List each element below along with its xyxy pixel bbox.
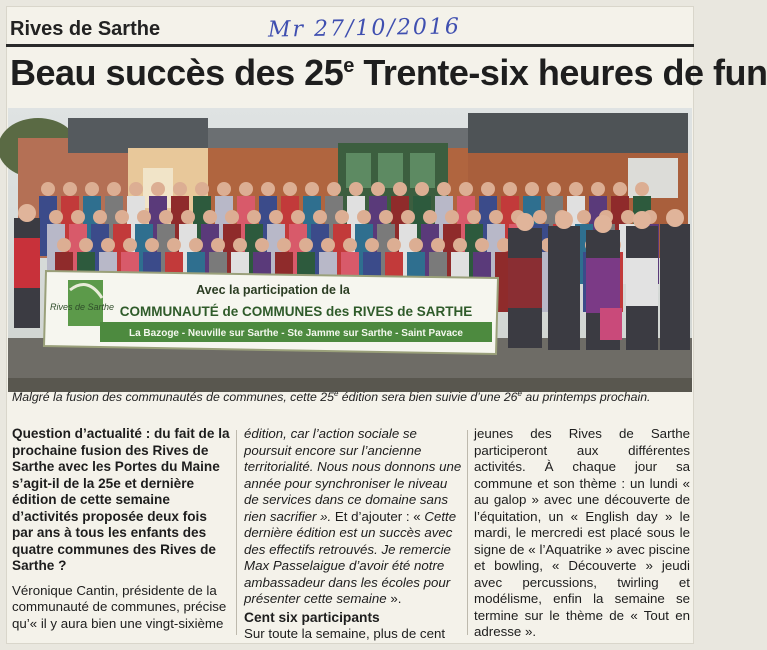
child-head bbox=[569, 182, 583, 196]
article-paragraph-4: jeunes des Rives de Sarthe participeront aux différentes activités. À chaque jour sa commune et son thème : un lundi « au galop » avec une découverte de l’équitation, un « English day » le mardi, le mercredi est placé sous le signe de « l’Aquatrike » avec piscine et bowling, « Découverte » jeudi avec percussions, twirling et modélisme, enfin la semaine se termine sur le thème de « Tout en adresse ». bbox=[474, 426, 690, 639]
caption-sup2: e bbox=[517, 389, 522, 398]
child-head bbox=[365, 238, 379, 252]
caption-post: au printemps prochain. bbox=[521, 390, 651, 405]
child-head bbox=[591, 182, 605, 196]
child-head bbox=[547, 182, 561, 196]
child-head bbox=[343, 238, 357, 252]
child-head bbox=[79, 238, 93, 252]
headline-sup: e bbox=[343, 55, 354, 77]
child-head bbox=[63, 182, 77, 196]
child-head bbox=[167, 238, 181, 252]
handwritten-date: Mr 27/10/2016 bbox=[267, 14, 462, 43]
banner-line1: Avec la participation de la bbox=[196, 283, 350, 297]
child-head bbox=[261, 182, 275, 196]
child-head bbox=[151, 182, 165, 196]
child-head bbox=[335, 210, 349, 224]
child-head bbox=[453, 238, 467, 252]
child-head bbox=[195, 182, 209, 196]
child-head bbox=[459, 182, 473, 196]
child-head bbox=[393, 182, 407, 196]
child-head bbox=[621, 210, 635, 224]
child-head bbox=[129, 182, 143, 196]
child-head bbox=[189, 238, 203, 252]
child-head bbox=[255, 238, 269, 252]
child-head bbox=[415, 182, 429, 196]
quote-1: édition, car l’action sociale se poursuit encore sur l’ancienne territorialité. Nous nous donnons une année pour synchroniser le niveau de services dans ce domaine sans rien sacrifier ». bbox=[244, 426, 462, 524]
banner-logo-text: Rives de Sarthe bbox=[50, 302, 115, 312]
child-head bbox=[233, 238, 247, 252]
column-separator bbox=[236, 430, 237, 635]
child-head bbox=[173, 182, 187, 196]
child-head bbox=[283, 182, 297, 196]
child-head bbox=[357, 210, 371, 224]
child-head bbox=[467, 210, 481, 224]
child-head bbox=[409, 238, 423, 252]
child-head bbox=[145, 238, 159, 252]
column-1 bbox=[12, 426, 230, 632]
headline-pre: Beau succès des 25 bbox=[10, 52, 344, 93]
child-head bbox=[321, 238, 335, 252]
article-lead: Question d’actualité : du fait de la prochaine fusion des Rives de Sarthe avec les Portes du Maine s’agit-il de la 25e et dernière édition de cette semaine d’activités proposée deux fois par ans à tous les enfants des quatre communes des Rives de Sarthe ? bbox=[12, 426, 230, 573]
child-head bbox=[475, 238, 489, 252]
column-3 bbox=[474, 426, 690, 641]
caption-mid: édition sera bien suivie d’une 26 bbox=[338, 390, 518, 405]
child-head bbox=[437, 182, 451, 196]
caption-sup1: e bbox=[333, 389, 339, 398]
child-head bbox=[57, 238, 71, 252]
child-head bbox=[49, 210, 63, 224]
child-head bbox=[137, 210, 151, 224]
child-head bbox=[93, 210, 107, 224]
child-head bbox=[123, 238, 137, 252]
child-head bbox=[387, 238, 401, 252]
child-head bbox=[181, 210, 195, 224]
child-head bbox=[101, 238, 115, 252]
child-head bbox=[305, 182, 319, 196]
photo-caption bbox=[12, 389, 692, 404]
article-paragraph-3: Sur toute la semaine, plus de cent bbox=[244, 626, 446, 641]
child-head bbox=[277, 238, 291, 252]
child-head bbox=[239, 182, 253, 196]
column-2 bbox=[244, 426, 462, 643]
child-head bbox=[371, 182, 385, 196]
quote-close: ». bbox=[386, 591, 402, 606]
child-head bbox=[327, 182, 341, 196]
child-head bbox=[211, 238, 225, 252]
article-subheading: Cent six participants bbox=[244, 609, 380, 625]
child-head bbox=[379, 210, 393, 224]
child-head bbox=[431, 238, 445, 252]
child-head bbox=[635, 182, 649, 196]
child-head bbox=[41, 182, 55, 196]
child-head bbox=[525, 182, 539, 196]
child-head bbox=[503, 182, 517, 196]
child-head bbox=[159, 210, 173, 224]
child-head bbox=[313, 210, 327, 224]
headline bbox=[10, 52, 767, 94]
article-paragraph-2 bbox=[244, 426, 462, 608]
child-head bbox=[269, 210, 283, 224]
child-head bbox=[107, 182, 121, 196]
child-head bbox=[203, 210, 217, 224]
column-separator bbox=[467, 430, 468, 635]
headline-post: Trente-six heures de fun bbox=[353, 52, 767, 93]
child-head bbox=[299, 238, 313, 252]
quote-intro: Et d’ajouter : « bbox=[331, 508, 425, 524]
child-head bbox=[489, 210, 503, 224]
banner-line3: La Bazoge - Neuville sur Sarthe - Ste Jamme sur Sarthe - Saint Pavace bbox=[128, 328, 464, 339]
article-paragraph-1: Véronique Cantin, présidente de la communauté de communes, précise qu’« il y aura bien une vingt-sixième bbox=[12, 582, 227, 631]
child-head bbox=[85, 182, 99, 196]
child-head bbox=[533, 210, 547, 224]
child-head bbox=[225, 210, 239, 224]
child-head bbox=[349, 182, 363, 196]
quote-2: Cette dernière édition est un succès avec des effectifs retrouvés. Je remercie Max Passelaigue d’avoir été notre ambassadeur dans les écoles pour présenter cette semaine bbox=[244, 508, 457, 606]
child-head bbox=[217, 182, 231, 196]
child-head bbox=[401, 210, 415, 224]
banner-line2: COMMUNAUTÉ de COMMUNES des RIVES de SARTHE bbox=[119, 304, 473, 319]
rubric-rule bbox=[6, 44, 694, 47]
child-head bbox=[71, 210, 85, 224]
child-head bbox=[291, 210, 305, 224]
child-head bbox=[423, 210, 437, 224]
group-photo bbox=[8, 108, 692, 392]
group-photo-illustration bbox=[8, 108, 692, 392]
section-rubric: Rives de Sarthe bbox=[10, 18, 161, 40]
child-head bbox=[115, 210, 129, 224]
child-head bbox=[577, 210, 591, 224]
caption-pre: Malgré la fusion des communautés de communes, cette 25 bbox=[12, 390, 334, 405]
child-head bbox=[445, 210, 459, 224]
child-head bbox=[613, 182, 627, 196]
child-head bbox=[247, 210, 261, 224]
child-head bbox=[481, 182, 495, 196]
